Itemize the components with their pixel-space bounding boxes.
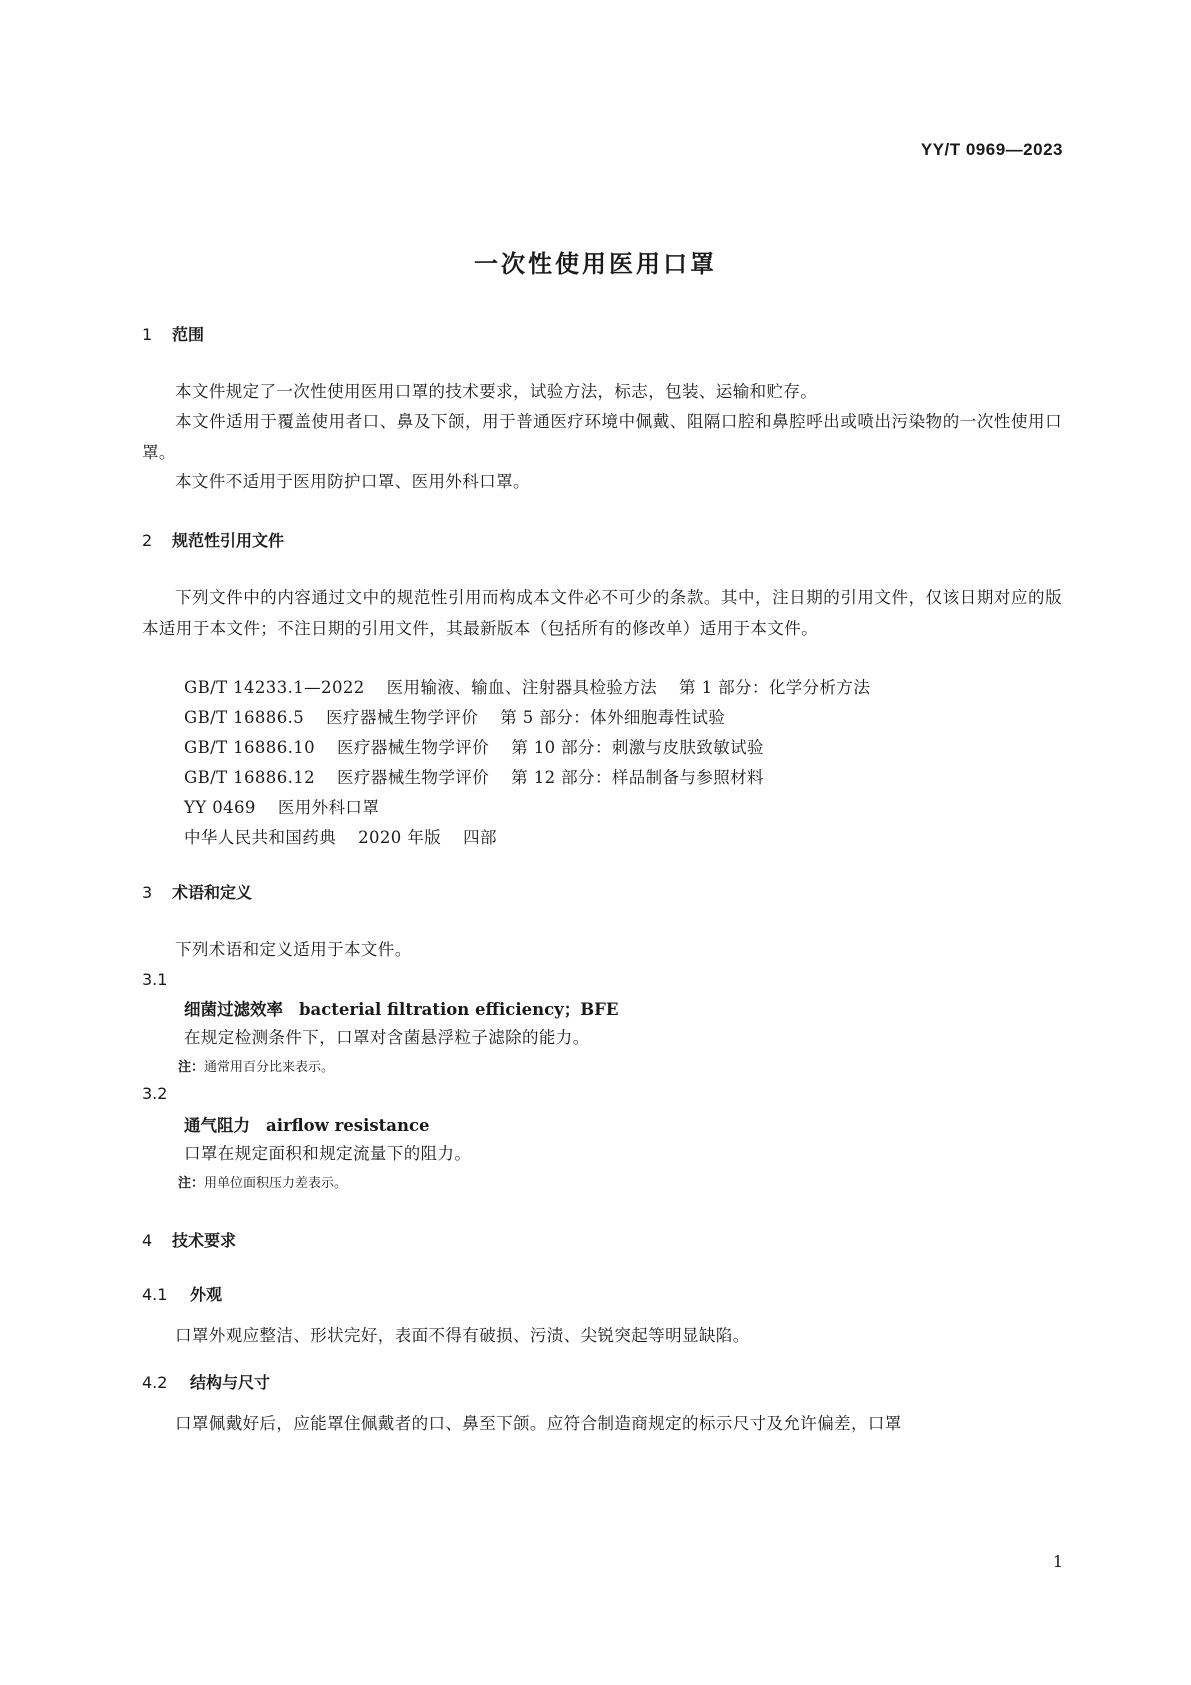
section-number: 1 <box>142 325 153 344</box>
subsection-4-1-heading <box>142 1282 222 1305</box>
document-code: YY/T 0969—2023 <box>920 140 1063 159</box>
section-4-heading <box>142 1228 236 1251</box>
term-definition: 口罩在规定面积和规定流量下的阻力。 <box>184 1144 472 1163</box>
section-title: 范围 <box>172 325 205 344</box>
section-number: 4 <box>142 1231 153 1250</box>
paragraph: 口罩外观应整洁、形状完好，表面不得有破损、污渍、尖锐突起等明显缺陷。 <box>175 1326 750 1345</box>
section-1-heading <box>142 322 204 345</box>
paragraph: 口罩佩戴好后，应能罩住佩戴者的口、鼻至下颌。应符合制造商规定的标示尺寸及允许偏差，口罩 <box>175 1414 902 1433</box>
paragraph: 本文件适用于覆盖使用者口、鼻及下颌，用于普通医疗环境中佩戴、阻隔口腔和鼻腔呼出或喷出污染物的一次性使用口罩。 <box>142 412 1062 462</box>
term-note: 注：用单位面积压力差表示。 <box>178 1176 348 1191</box>
term-note: 注：通常用百分比来表示。 <box>178 1060 335 1075</box>
section-number: 2 <box>142 531 153 550</box>
term-heading: 细菌过滤效率 bacterial filtration efficiency；BFE <box>184 1000 619 1019</box>
reference-item: 中华人民共和国药典 2020 年版 四部 <box>184 828 497 847</box>
paragraph: 下列术语和定义适用于本文件。 <box>175 940 412 959</box>
subsection-number: 4.1 <box>142 1285 168 1304</box>
subsection-title: 外观 <box>190 1285 223 1304</box>
document-title: 一次性使用医用口罩 <box>474 250 717 278</box>
subsection-number: 4.2 <box>142 1373 168 1392</box>
paragraph: 下列文件中的内容通过文中的规范性引用而构成本文件必不可少的条款。其中，注日期的引用文件，仅该日期对应的版本适用于本文件；不注日期的引用文件，其最新版本（包括所有的修改单）适用于本文件。 <box>142 588 1062 638</box>
subsection-title: 结构与尺寸 <box>190 1373 271 1392</box>
term-number: 3.1 <box>142 970 168 989</box>
reference-item: YY 0469 医用外科口罩 <box>184 798 380 817</box>
reference-item: GB/T 14233.1—2022 医用输液、输血、注射器具检验方法 第 1 部分：化学分析方法 <box>184 678 871 697</box>
term-number: 3.2 <box>142 1084 168 1103</box>
section-title: 术语和定义 <box>172 883 253 902</box>
reference-item: GB/T 16886.5 医疗器械生物学评价 第 5 部分：体外细胞毒性试验 <box>184 708 726 727</box>
reference-item: GB/T 16886.12 医疗器械生物学评价 第 12 部分：样品制备与参照材料 <box>184 768 764 787</box>
page-number: 1 <box>1052 1552 1063 1571</box>
section-2-heading <box>142 528 284 551</box>
paragraph: 本文件不适用于医用防护口罩、医用外科口罩。 <box>175 472 530 491</box>
section-title: 技术要求 <box>172 1231 237 1250</box>
section-title: 规范性引用文件 <box>172 531 285 550</box>
section-3-heading <box>142 880 252 903</box>
term-heading: 通气阻力 airflow resistance <box>184 1116 430 1135</box>
paragraph: 本文件规定了一次性使用医用口罩的技术要求，试验方法，标志，包装、运输和贮存。 <box>175 382 818 401</box>
section-number: 3 <box>142 883 153 902</box>
subsection-4-2-heading <box>142 1370 270 1393</box>
term-definition: 在规定检测条件下，口罩对含菌悬浮粒子滤除的能力。 <box>184 1028 590 1047</box>
reference-item: GB/T 16886.10 医疗器械生物学评价 第 10 部分：刺激与皮肤致敏试验 <box>184 738 764 757</box>
